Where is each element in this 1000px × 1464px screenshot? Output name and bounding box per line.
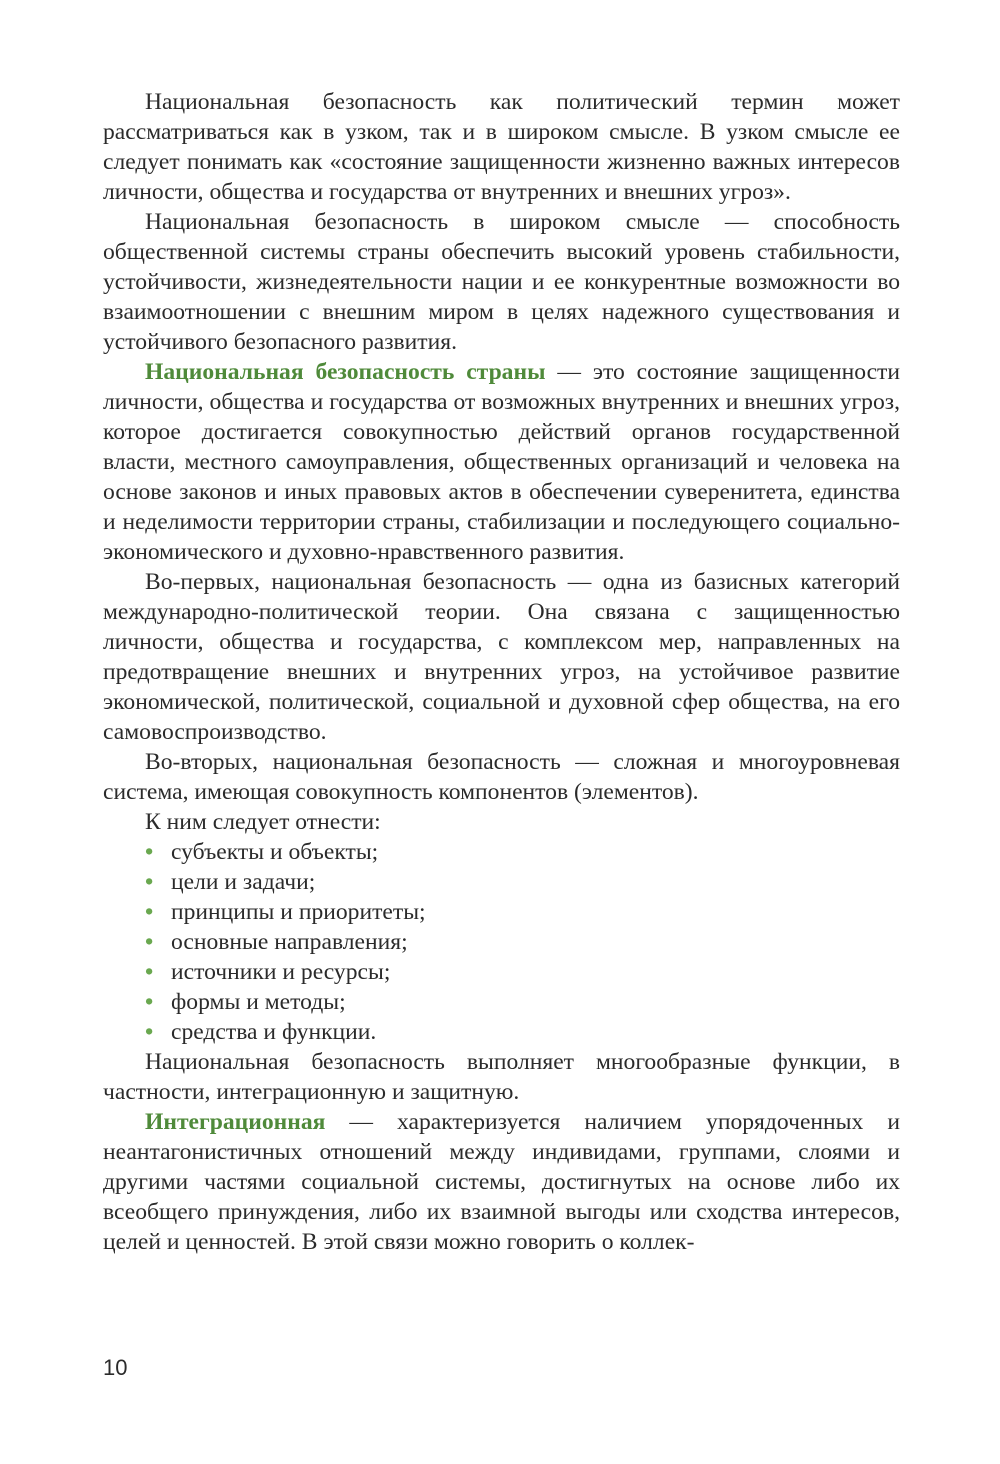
list-item-text: источники и ресурсы; <box>171 959 391 985</box>
term-national-security-country: Национальная безопасность страны <box>145 359 546 385</box>
list-item-text: принципы и приоритеты; <box>171 899 426 925</box>
list-item <box>103 897 900 927</box>
list-item <box>103 957 900 987</box>
list-item-text: формы и методы; <box>171 989 346 1015</box>
list-item <box>103 867 900 897</box>
bullet-icon: • <box>145 989 154 1015</box>
list-item <box>103 837 900 867</box>
bullet-icon: • <box>145 899 154 925</box>
bullet-icon: • <box>145 839 154 865</box>
paragraph-functions: Национальная безопасность выполняет многообразные функции, в частности, интеграционную и защитную. <box>103 1049 900 1105</box>
bullet-icon: • <box>145 869 154 895</box>
bullet-icon: • <box>145 929 154 955</box>
paragraph-definition-country <box>103 357 900 567</box>
components-list <box>103 837 900 1047</box>
paragraph-definition-country-text: — это состояние защищенности личности, общества и государства от возможных внутренних и внешних угроз, которое достигается совокупностью действий органов государственной власти, местного самоуправления, общественных организаций и человека на основе законов и иных правовых актов в обеспечении суверенитета, единства и неделимости территории страны, стабилизации и последующего социально-экономического и духовно-нравственного развития. <box>103 359 900 565</box>
term-integration: Интеграционная <box>145 1109 326 1135</box>
paragraph-integration-function <box>103 1107 900 1257</box>
list-item-text: субъекты и объекты; <box>171 839 379 865</box>
list-item <box>103 1017 900 1047</box>
paragraph-first-point: Во-первых, национальная безопасность — одна из базисных категорий международно-политической теории. Она связана с защищенностью личности, общества и государства, с комплексом мер, направленных на предотвращение внешних и внутренних угроз, на устойчивое развитие экономической, политической, социальной и духовной сфер общества, на его самовоспроизводство. <box>103 569 900 745</box>
page-body <box>103 87 900 1257</box>
list-item-text: основные направления; <box>171 929 408 955</box>
paragraph-definition-broad: Национальная безопасность в широком смысле — способность общественной системы страны обеспечить высокий уровень стабильности, устойчивости, жизнедеятельности нации и ее конкурентные возможности во взаимоотношении с внешним миром в целях надежного существования и устойчивого безопасного развития. <box>103 209 900 355</box>
paragraph-list-intro: К ним следует отнести: <box>145 809 381 835</box>
paragraph-second-point: Во-вторых, национальная безопасность — сложная и многоуровневая система, имеющая совокупность компонентов (элементов). <box>103 749 900 805</box>
bullet-icon: • <box>145 1019 154 1045</box>
list-item-text: цели и задачи; <box>171 869 316 895</box>
page-number: 10 <box>103 1355 128 1380</box>
list-item <box>103 987 900 1017</box>
list-item-text: средства и функции. <box>171 1019 377 1045</box>
paragraph-integration-text: — характеризуется наличием упорядоченных и неантагонистичных отношений между индивидами, группами, слоями и другими частями социальной системы, достигнутых на основе либо их всеобщего принуждения, либо их взаимной выгоды или сходства интересов, целей и ценностей. В этой связи можно говорить о коллек- <box>103 1109 900 1255</box>
list-item <box>103 927 900 957</box>
paragraph-definition-narrow: Национальная безопасность как политический термин может рассматриваться как в узком, так и в широком смысле. В узком смысле ее следует понимать как «состояние защищенности жизненно важных интересов личности, общества и государства от внутренних и внешних угроз». <box>103 89 900 205</box>
bullet-icon: • <box>145 959 154 985</box>
